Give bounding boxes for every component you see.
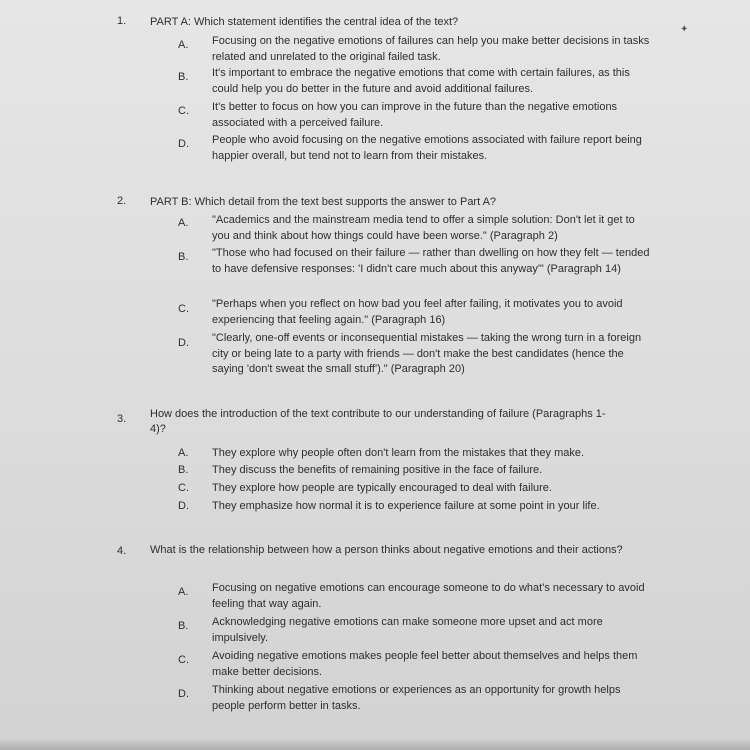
question-number: 3.	[117, 413, 127, 425]
option-letter: B.	[178, 71, 189, 83]
option-text: People who avoid focusing on the negative emotions associated with failure report being happier overall, but tend not to learn from their mistakes.	[212, 134, 642, 162]
option-letter: A.	[178, 217, 189, 229]
option-text: "Those who had focused on their failure — rather than dwelling on how they felt — tended to have defensive responses: 'I didn't care much about this anyway'" (Paragraph 14)	[212, 247, 650, 275]
question-text: PART B: Which detail from the text best supports the answer to Part A?	[150, 196, 497, 208]
option-text: They explore why people often don't learn from the mistakes that they make.	[212, 447, 585, 459]
option-letter: B.	[178, 251, 189, 263]
option-letter: D.	[178, 688, 189, 700]
option-letter: A.	[178, 447, 189, 459]
option-letter: D.	[178, 138, 189, 150]
option-text: "Clearly, one-off events or inconsequential mistakes — taking the wrong turn in a foreign city or being late to a party with friends — don't make the best candidates (hence the saying 'don't sweat the small stuff')." (Paragraph 20)	[212, 332, 642, 375]
star-mark-icon: ✦	[680, 24, 689, 35]
option-letter: A.	[178, 39, 189, 51]
option-letter: C.	[178, 105, 189, 117]
question-number: 1.	[117, 15, 127, 27]
option-letter: D.	[178, 337, 189, 349]
question-number: 4.	[117, 545, 127, 557]
option-letter: C.	[178, 303, 189, 315]
question-text: What is the relationship between how a person thinks about negative emotions and their actions?	[150, 544, 623, 556]
option-text: Focusing on the negative emotions of failures can help you make better decisions in tasks related and unrelated to the original failed task.	[212, 35, 650, 63]
option-text: "Perhaps when you reflect on how bad you feel after failing, it motivates you to avoid experiencing that feeling again." (Paragraph 16)	[212, 298, 623, 326]
question-text: PART A: Which statement identifies the central idea of the text?	[150, 16, 459, 28]
option-text: It's better to focus on how you can improve in the future than the negative emotions associated with a perceived failure.	[212, 101, 618, 129]
option-text: They discuss the benefits of remaining positive in the face of failure.	[212, 464, 543, 476]
option-letter: D.	[178, 500, 189, 512]
option-text: Avoiding negative emotions makes people feel better about themselves and helps them make better decisions.	[212, 650, 638, 678]
option-text: It's important to embrace the negative emotions that come with certain failures, as this could help you do better in the future and avoid additional failures.	[212, 67, 630, 95]
question-number: 2.	[117, 195, 127, 207]
option-text: Focusing on negative emotions can encourage someone to do what's necessary to avoid feeling that way again.	[212, 582, 645, 610]
option-text: They emphasize how normal it is to experience failure at some point in your life.	[212, 500, 600, 512]
page-bottom-shadow	[0, 738, 750, 750]
option-text: "Academics and the mainstream media tend to offer a simple solution: Don't let it get to you and think about how things could have been worse." (Paragraph 2)	[212, 214, 635, 242]
option-text: Thinking about negative emotions or experiences as an opportunity for growth helps people perform better in tasks.	[212, 684, 621, 712]
option-letter: A.	[178, 586, 189, 598]
question-text: How does the introduction of the text contribute to our understanding of failure (Paragraphs 1-4)?	[150, 408, 606, 435]
option-text: Acknowledging negative emotions can make someone more upset and act more impulsively.	[212, 616, 603, 644]
option-letter: B.	[178, 620, 189, 632]
option-text: They explore how people are typically encouraged to deal with failure.	[212, 482, 552, 494]
option-letter: C.	[178, 482, 189, 494]
option-letter: B.	[178, 464, 189, 476]
option-letter: C.	[178, 654, 189, 666]
